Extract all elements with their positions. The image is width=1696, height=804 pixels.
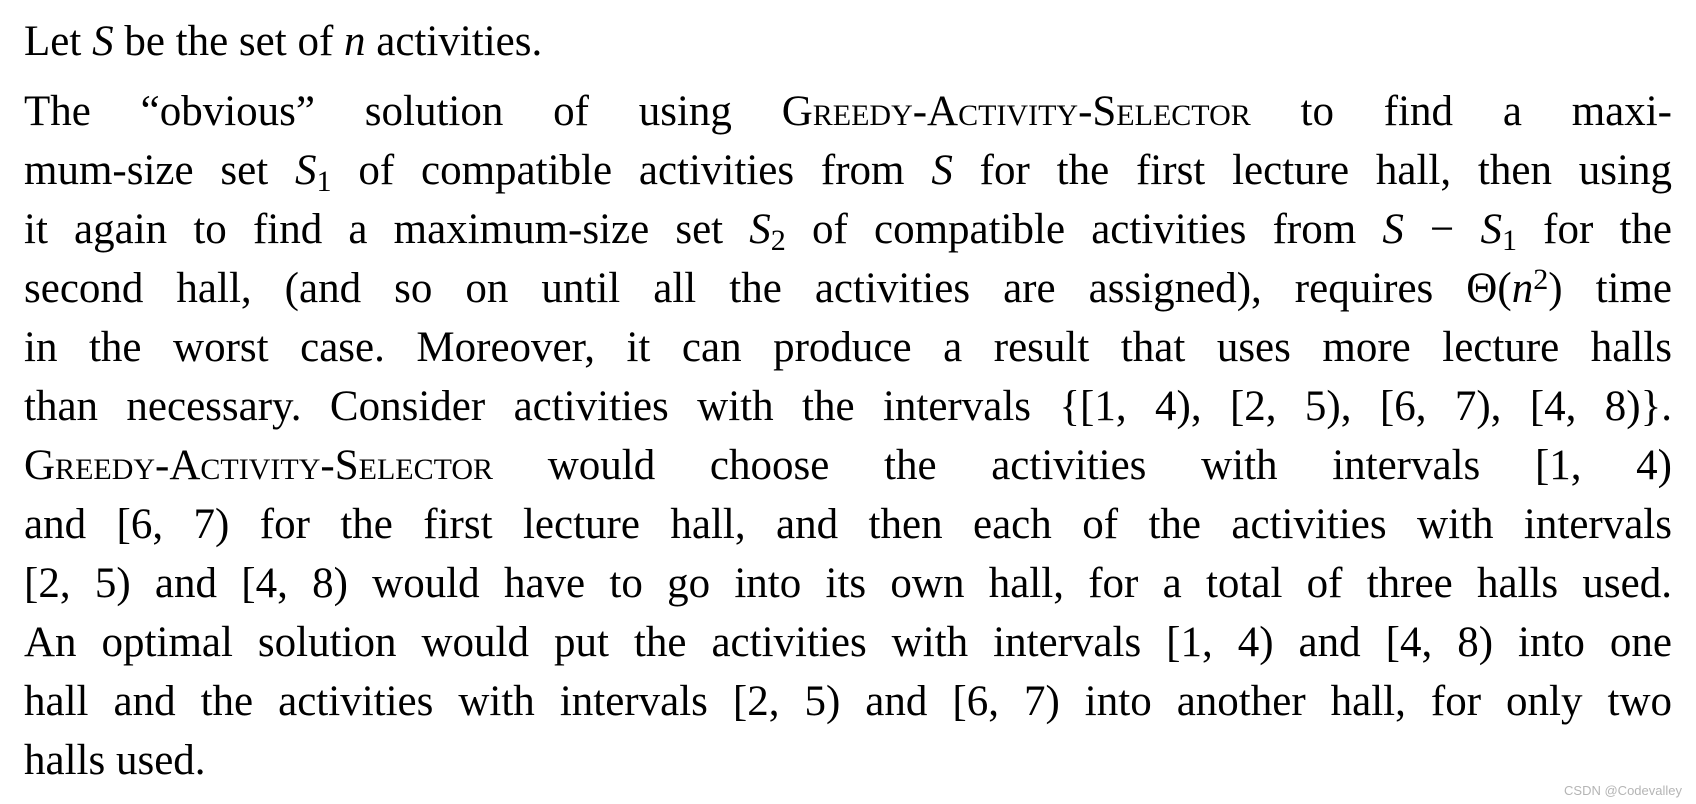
text-line — [24, 731, 1672, 790]
text-run: second hall, (and so on until all the activities are assigned), requires Θ( — [24, 265, 1512, 312]
text-run: − — [1403, 206, 1481, 253]
math-variable: S — [749, 206, 771, 253]
watermark: CSDN @Codevalley — [1564, 783, 1682, 798]
text-run: for the first lecture hall, then using — [952, 147, 1672, 194]
text-line — [24, 554, 1672, 613]
text-run: mum-size set — [24, 147, 295, 194]
text-line — [24, 613, 1672, 672]
text-line — [24, 436, 1672, 495]
document-body — [24, 12, 1672, 790]
text-run: it again to find a maximum-size set — [24, 206, 750, 253]
math-variable: n — [1511, 265, 1534, 312]
math-variable: S — [1480, 206, 1502, 253]
text-run: An optimal solution would put the activities with intervals [1, 4) and [4, 8) into one — [24, 619, 1672, 666]
math-subscript: 1 — [1501, 222, 1517, 257]
text-line — [24, 318, 1672, 377]
text-run: activities. — [365, 18, 543, 65]
math-variable: S — [294, 147, 317, 194]
math-variable: S — [1382, 206, 1404, 253]
text-line — [24, 377, 1672, 436]
text-line — [24, 200, 1672, 259]
paragraph-greedy-explanation — [24, 82, 1672, 790]
text-run: hall and the activities with intervals [2, 5) and [6, 7) into another hall, for only two — [24, 678, 1672, 725]
text-run: for the — [1516, 206, 1672, 253]
text-run: be the set of — [113, 18, 345, 65]
text-line — [24, 82, 1672, 141]
text-run: would choose the activities with intervals [1, 4) — [493, 442, 1672, 489]
math-var-S: S — [92, 18, 114, 65]
text-run: Let — [24, 18, 93, 65]
text-run: of compatible activities from — [331, 147, 932, 194]
text-run: and [6, 7) for the first lecture hall, and then each of the activities with intervals — [24, 501, 1672, 548]
paragraph-set-definition — [24, 12, 1672, 71]
algorithm-name: Greedy-Activity-Selector — [781, 88, 1251, 135]
text-run: The “obvious” solution of using — [24, 88, 782, 135]
math-subscript: 2 — [770, 222, 786, 257]
text-run: ) time — [1548, 265, 1673, 312]
math-subscript: 1 — [316, 163, 332, 198]
algorithm-name: Greedy-Activity-Selector — [24, 442, 494, 489]
math-var-n: n — [344, 18, 366, 65]
text-run: to find a maxi- — [1250, 88, 1672, 135]
text-line — [24, 495, 1672, 554]
text-run: [2, 5) and [4, 8) would have to go into its own hall, for a total of three halls used. — [24, 560, 1672, 607]
text-run: than necessary. Consider activities with the intervals {[1, 4), [2, 5), [6, 7), [4, 8)}. — [24, 383, 1672, 430]
text-run: in the worst case. Moreover, it can produce a result that uses more lecture halls — [24, 324, 1672, 371]
text-line — [24, 672, 1672, 731]
text-line — [24, 141, 1672, 200]
text-line — [24, 259, 1672, 318]
text-run: halls used. — [24, 737, 206, 784]
math-superscript: 2 — [1533, 262, 1549, 297]
math-variable: S — [931, 147, 953, 194]
text-run: of compatible activities from — [785, 206, 1383, 253]
